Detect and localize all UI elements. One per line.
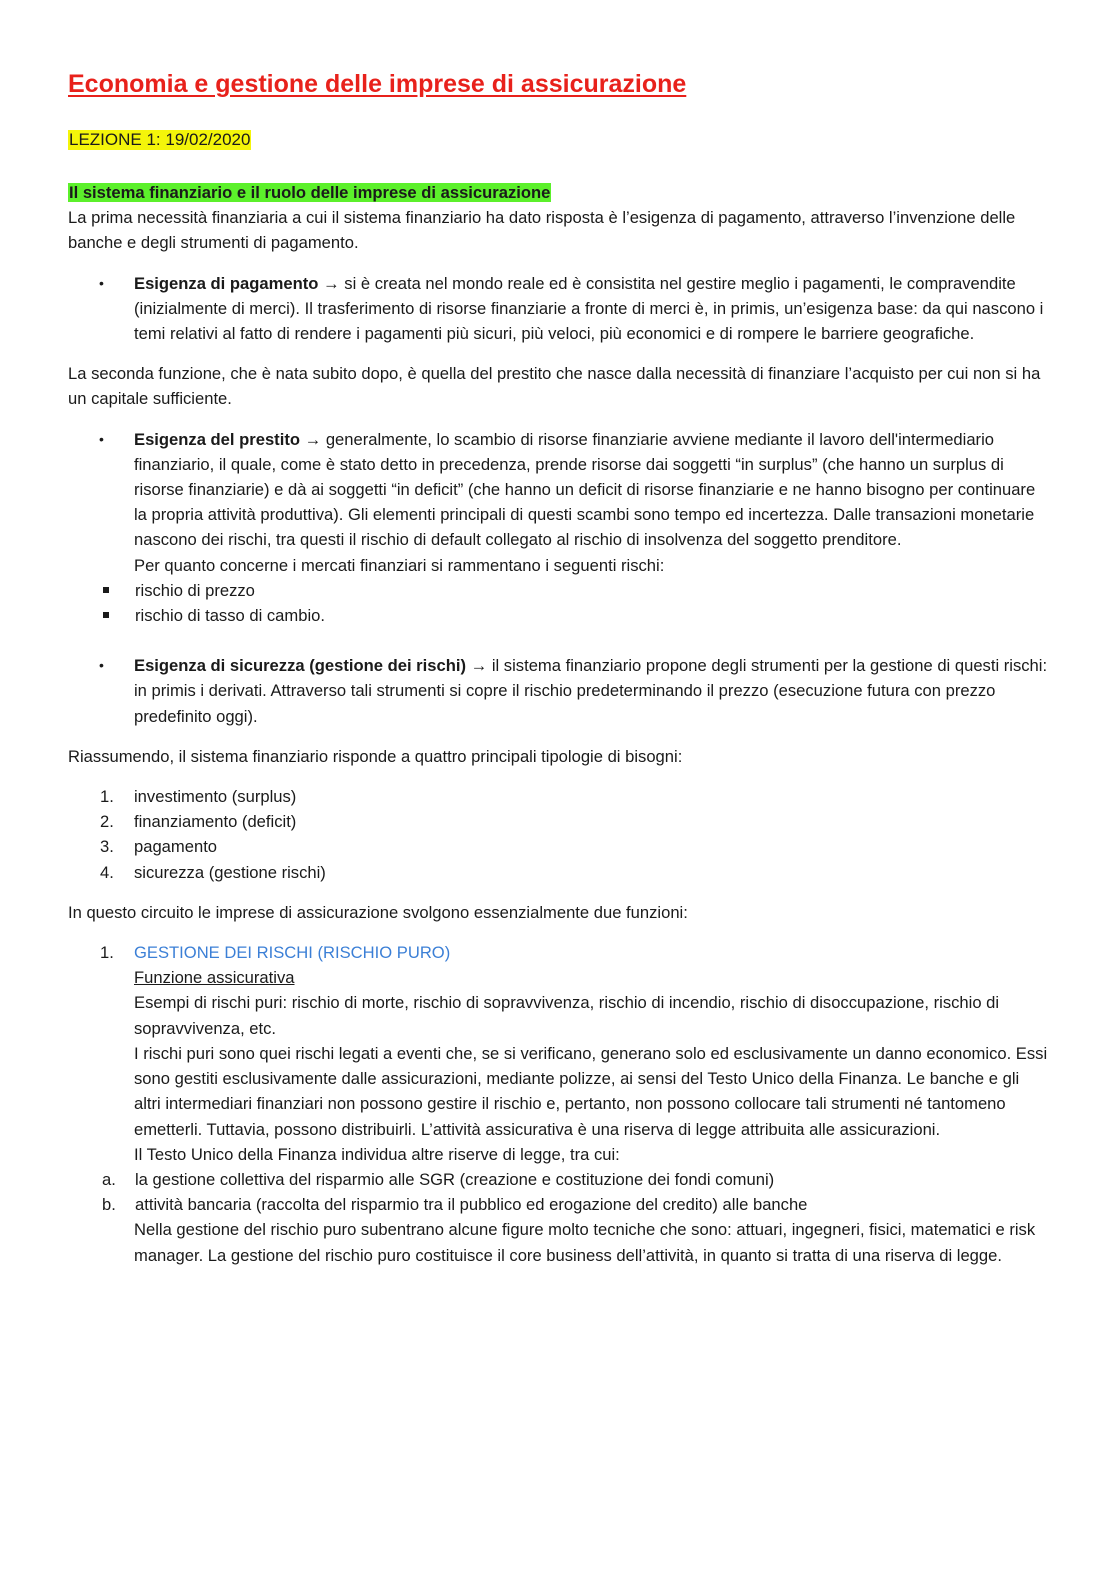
section-heading: Il sistema finanziario e il ruolo delle imprese di assicurazione [69, 183, 551, 202]
bullet-term: Esigenza di sicurezza (gestione dei rischi) [134, 656, 466, 676]
lesson-date-label: LEZIONE 1: 19/02/2020 [69, 130, 251, 149]
list-item [68, 427, 1048, 578]
list-item: 1. investimento (surplus) [100, 787, 297, 807]
list-item: 1. GESTIONE DEI RISCHI (RISCHIO PURO) Funzione assicurativa Esempi di rischi puri: rischio di morte, rischio di sopravvivenza, rischio di incendio, rischio di disoccupazione, rischio di sopravvivenza, etc. I rischi puri sono quei rischi legati a eventi che, se si verificano, generano solo ed esclusivamente un danno economico. Essi sono gestiti esclusivamente dalle assicurazioni, mediante polizze, ai sensi del Testo Unico della Finanza. Le banche e gli altri intermediari finanziari non possono gestire il rischio e, pertanto, non possono collocare tali strumenti né tantomeno emetterli. Tuttavia, possono distribuirli. L’attività assicurativa è una riserva di legge attribuita alle assicurazioni. Il Testo Unico della Finanza individua altre riserve di legge, tra cui: [68, 940, 1048, 1167]
summary-paragraph: Riassumendo, il sistema finanziario risponde a quattro principali tipologie di bisogni: [68, 746, 683, 766]
list-item: 4. sicurezza (gestione rischi) [100, 862, 326, 882]
list-item [68, 271, 1048, 347]
list-item: rischio di prezzo [68, 578, 1048, 603]
bullet-icon: • [99, 657, 104, 674]
square-bullet-icon [103, 587, 109, 593]
list-item: rischio di tasso di cambio. [68, 603, 1048, 628]
list-item: 3. pagamento [100, 837, 218, 857]
needs-numbered-list [68, 784, 1048, 885]
function-heading: GESTIONE DEI RISCHI (RISCHIO PURO) [134, 943, 451, 963]
function-paragraph: Nella gestione del rischio puro subentrano alcune figure molto tecniche che sono: attuari, ingegneri, fisici, matematici e risk manager. La gestione del rischio puro costituisce il core business dell’attività, in quanto si tratta di una riserva di legge. [134, 1220, 1036, 1265]
arrow-icon: → [470, 656, 488, 676]
needs-bullet-list-1 [68, 271, 1048, 347]
bullet-text: il sistema finanziario propone degli strumenti per la gestione di questi rischi: in primis i derivati. Attraverso tali strumenti si copre il rischio predeterminando il prezzo (esecuzione futura con prezzo predefinito oggi). [134, 656, 1048, 726]
list-item: 2. finanziamento (deficit) [100, 812, 297, 832]
arrow-icon: → [323, 273, 340, 293]
function-paragraph: I rischi puri sono quei rischi legati a eventi che, se si verificano, generano solo ed esclusivamente un danno economico. Essi sono gestiti esclusivamente dalle assicurazioni, mediante polizze, ai sensi del Testo Unico della Finanza. Le banche e gli altri intermediari finanziari non possono gestire il rischio e, pertanto, non possono collocare tali strumenti né tantomeno emetterli. Tuttavia, possono distribuirli. L’attività assicurativa è una riserva di legge attribuita alle assicurazioni. [134, 1043, 1048, 1139]
function-paragraph: Esempi di rischi puri: rischio di morte, rischio di sopravvivenza, rischio di incendio, rischio di disoccupazione, rischio di sopravvivenza, etc. [134, 993, 1000, 1038]
list-item: b. attività bancaria (raccolta del risparmio tra il pubblico ed erogazione del credito) alle banche [102, 1195, 808, 1215]
functions-list [68, 940, 1048, 1167]
second-function-paragraph: La seconda funzione, che è nata subito dopo, è quella del prestito che nasce dalla necessità di finanziare l’acquisto per cui non si ha un capitale sufficiente. [68, 364, 1041, 409]
bullet-icon: • [99, 274, 104, 291]
needs-bullet-list-2 [68, 427, 1048, 578]
needs-bullet-list-3 [68, 653, 1048, 729]
bullet-term: Esigenza di pagamento [134, 273, 319, 293]
list-item: a. la gestione collettiva del risparmio alle SGR (creazione e costituzione dei fondi comuni) [102, 1169, 775, 1189]
document-title: Economia e gestione delle imprese di assicurazione [68, 70, 687, 98]
intro-paragraph: La prima necessità finanziaria a cui il sistema finanziario ha dato risposta è l’esigenza di pagamento, attraverso l’invenzione delle banche e degli strumenti di pagamento. [68, 208, 1016, 253]
function-subheading: Funzione assicurativa [134, 968, 295, 988]
reserves-list [68, 1167, 1048, 1217]
risks-intro: Per quanto concerne i mercati finanziari si rammentano i seguenti rischi: [134, 555, 665, 575]
bullet-text: generalmente, lo scambio di risorse finanziarie avviene mediante il lavoro dell'intermediario finanziario, il quale, come è stato detto in precedenza, prende risorse dai soggetti “in surplus” (che hanno un surplus di risorse finanziarie) e dà ai soggetti “in deficit” (che hanno un deficit di risorse finanziarie e ne hanno bisogno per continuare la propria attività produttiva). Gli elementi principali di questi scambi sono tempo ed incertezza. Dalle transazioni monetarie nascono dei rischi, tra questi il rischio di default collegato al rischio di insolvenza del soggetto prenditore. [134, 429, 1036, 550]
function-paragraph: Il Testo Unico della Finanza individua altre riserve di legge, tra cui: [134, 1144, 620, 1164]
bullet-icon: • [99, 430, 104, 447]
bullet-text: si è creata nel mondo reale ed è consistita nel gestire meglio i pagamenti, le compravendite (inizialmente di merci). Il trasferimento di risorse finanziarie a fronte di merci è, in primis, un’esigenza base: da qui nascono i temi relativi al fatto di rendere i pagamenti più sicuri, più veloci, più economici e di rompere le barriere geografiche. [134, 273, 1044, 344]
document-body [68, 180, 1048, 1268]
list-item [68, 653, 1048, 729]
square-bullet-icon [103, 612, 109, 618]
arrow-icon: → [304, 429, 322, 449]
risks-sublist [68, 578, 1048, 628]
bullet-term: Esigenza del prestito [134, 429, 300, 449]
circuit-paragraph: In questo circuito le imprese di assicurazione svolgono essenzialmente due funzioni: [68, 902, 688, 922]
